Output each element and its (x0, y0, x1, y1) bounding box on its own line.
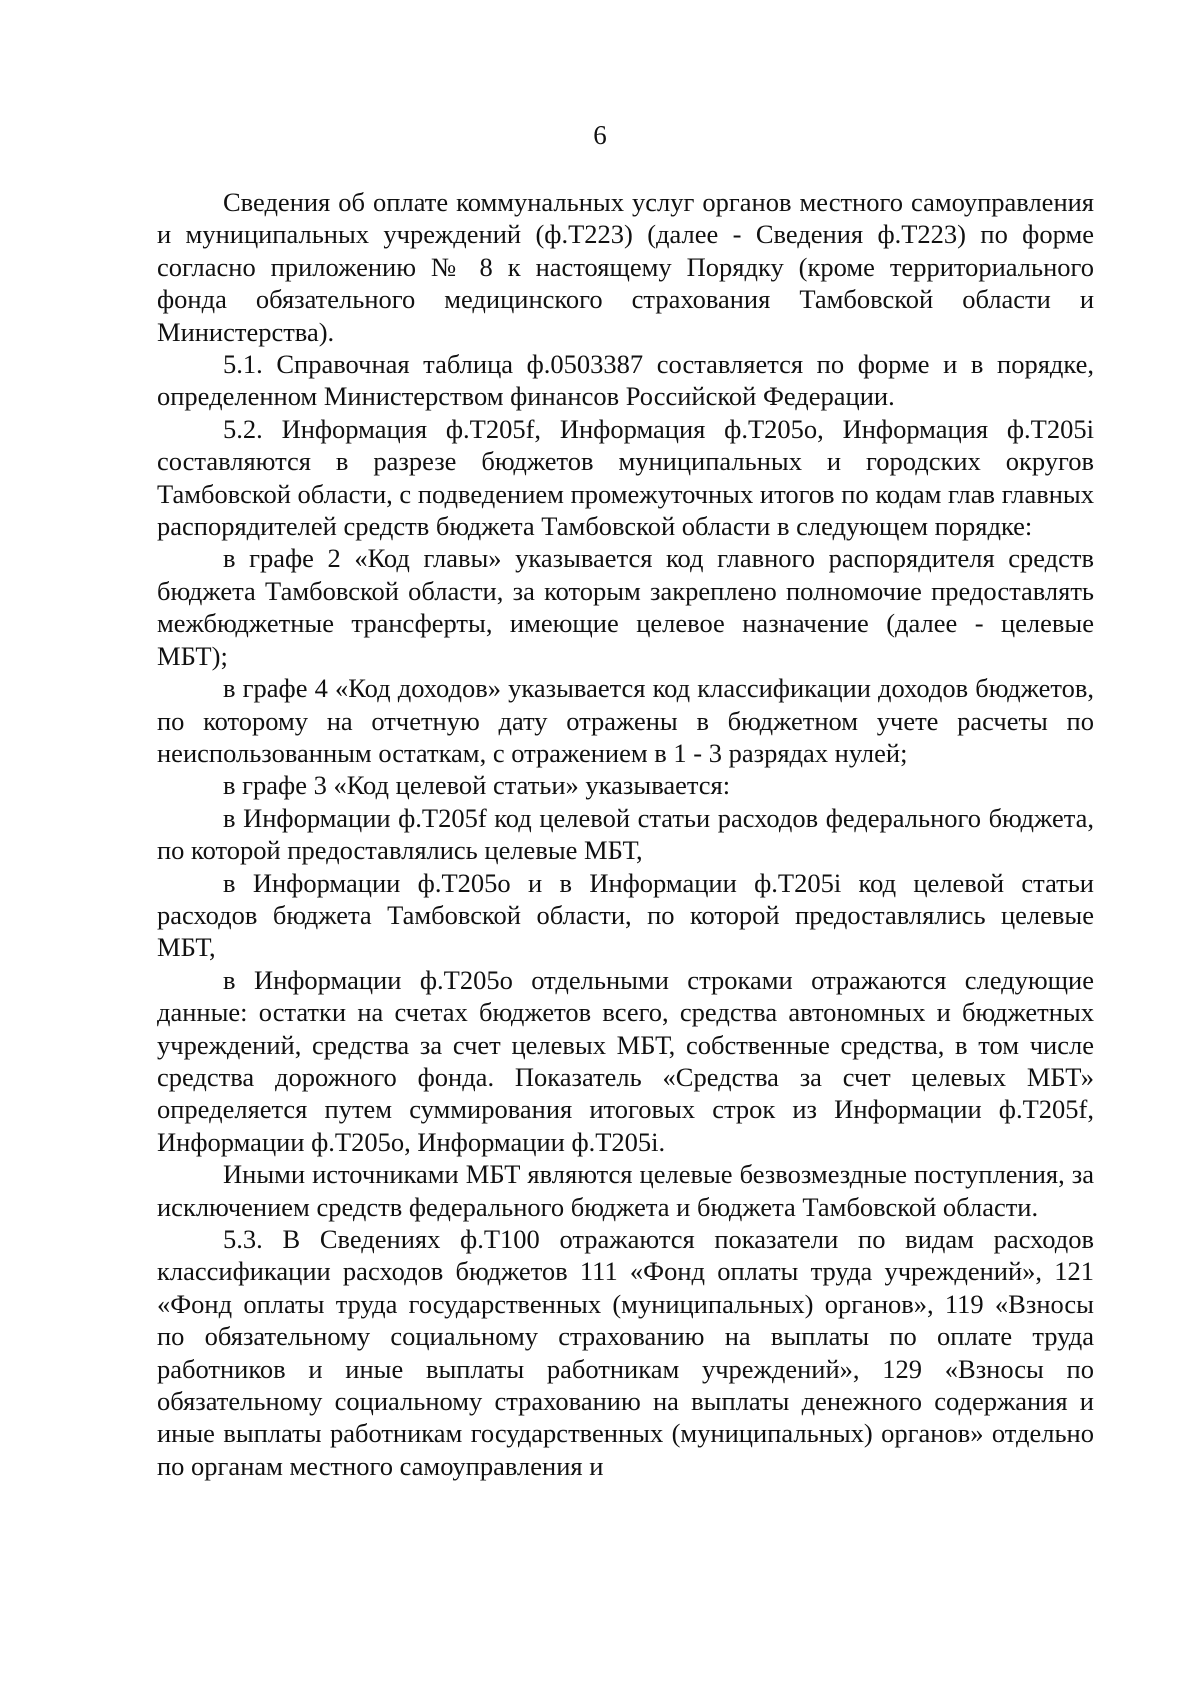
paragraph-column-4: в графе 4 «Код доходов» указывается код классификации доходов бюджетов, по которому на отчетную дату отражены в бюджетном учете расчеты по неиспользованным остаткам, с отражением в 1 - 3 разрядах нулей; (157, 673, 1094, 768)
paragraph-column-3: в графе 3 «Код целевой статьи» указывается: (223, 770, 731, 801)
paragraph-column-2: в графе 2 «Код главы» указывается код главного распорядителя средств бюджета Тамбовской области, за которым закреплено полномочие предоставлять межбюджетные трансферты, имеющие целевое назначение (далее - целевые МБТ); (157, 543, 1094, 671)
paragraph-t205o-rows: в Информации ф.Т205о отдельными строками отражаются следующие данные: остатки на счетах бюджетов всего, средства автономных и бюджетных учреждений, средства за счет целевых МБТ, собственные средства, в том числе средства дорожного фонда. Показатель «Средства за счет целевых МБТ» определяется путем суммирования итоговых строк из Информации ф.Т205f, Информации ф.Т205о, Информации ф.Т205i. (157, 964, 1094, 1157)
document-body (157, 186, 1094, 1482)
paragraph-other-sources: Иными источниками МБТ являются целевые безвозмездные поступления, за исключением средств федерального бюджета и бюджета Тамбовской области. (157, 1159, 1094, 1222)
paragraph-5-3: 5.3. В Сведениях ф.Т100 отражаются показатели по видам расходов классификации расходов бюджетов 111 «Фонд оплаты труда учреждений», 121 «Фонд оплаты труда государственных (муниципальных) органов», 119 «Взносы по обязательному социальному страхованию на выплаты по оплате труда работников и иные выплаты работникам учреждений», 129 «Взносы по обязательному социальному страхованию на выплаты денежного содержания и иные выплаты работникам государственных (муниципальных) органов» отдельно по органам местного самоуправления и (157, 1224, 1094, 1481)
paragraph-5-1: 5.1. Справочная таблица ф.0503387 составляется по форме и в порядке, определенном Министерством финансов Российской Федерации. (157, 349, 1094, 412)
paragraph-t205o-t205i: в Информации ф.Т205о и в Информации ф.Т205i код целевой статьи расходов бюджета Тамбовской области, по которой предоставлялись целевые МБТ, (157, 867, 1094, 963)
paragraph-5-2: 5.2. Информация ф.Т205f, Информация ф.Т205о, Информация ф.Т205i составляются в разрезе бюджетов муниципальных и городских округов Тамбовской области, с подведением промежуточных итогов по кодам глав главных распорядителей средств бюджета Тамбовской области в следующем порядке: (157, 413, 1094, 542)
paragraph-t223-info: Сведения об оплате коммунальных услуг органов местного самоуправления и муниципальных учреждений (ф.Т223) (далее - Сведения ф.Т223) по форме согласно приложению № 8 к настоящему Порядку (кроме территориального фонда обязательного медицинского страхования Тамбовской области и Министерства). (157, 187, 1094, 347)
paragraph-t205f: в Информации ф.Т205f код целевой статьи расходов федерального бюджета, по которой предоставлялись целевые МБТ, (157, 802, 1094, 866)
page-number: 6 (593, 120, 607, 150)
